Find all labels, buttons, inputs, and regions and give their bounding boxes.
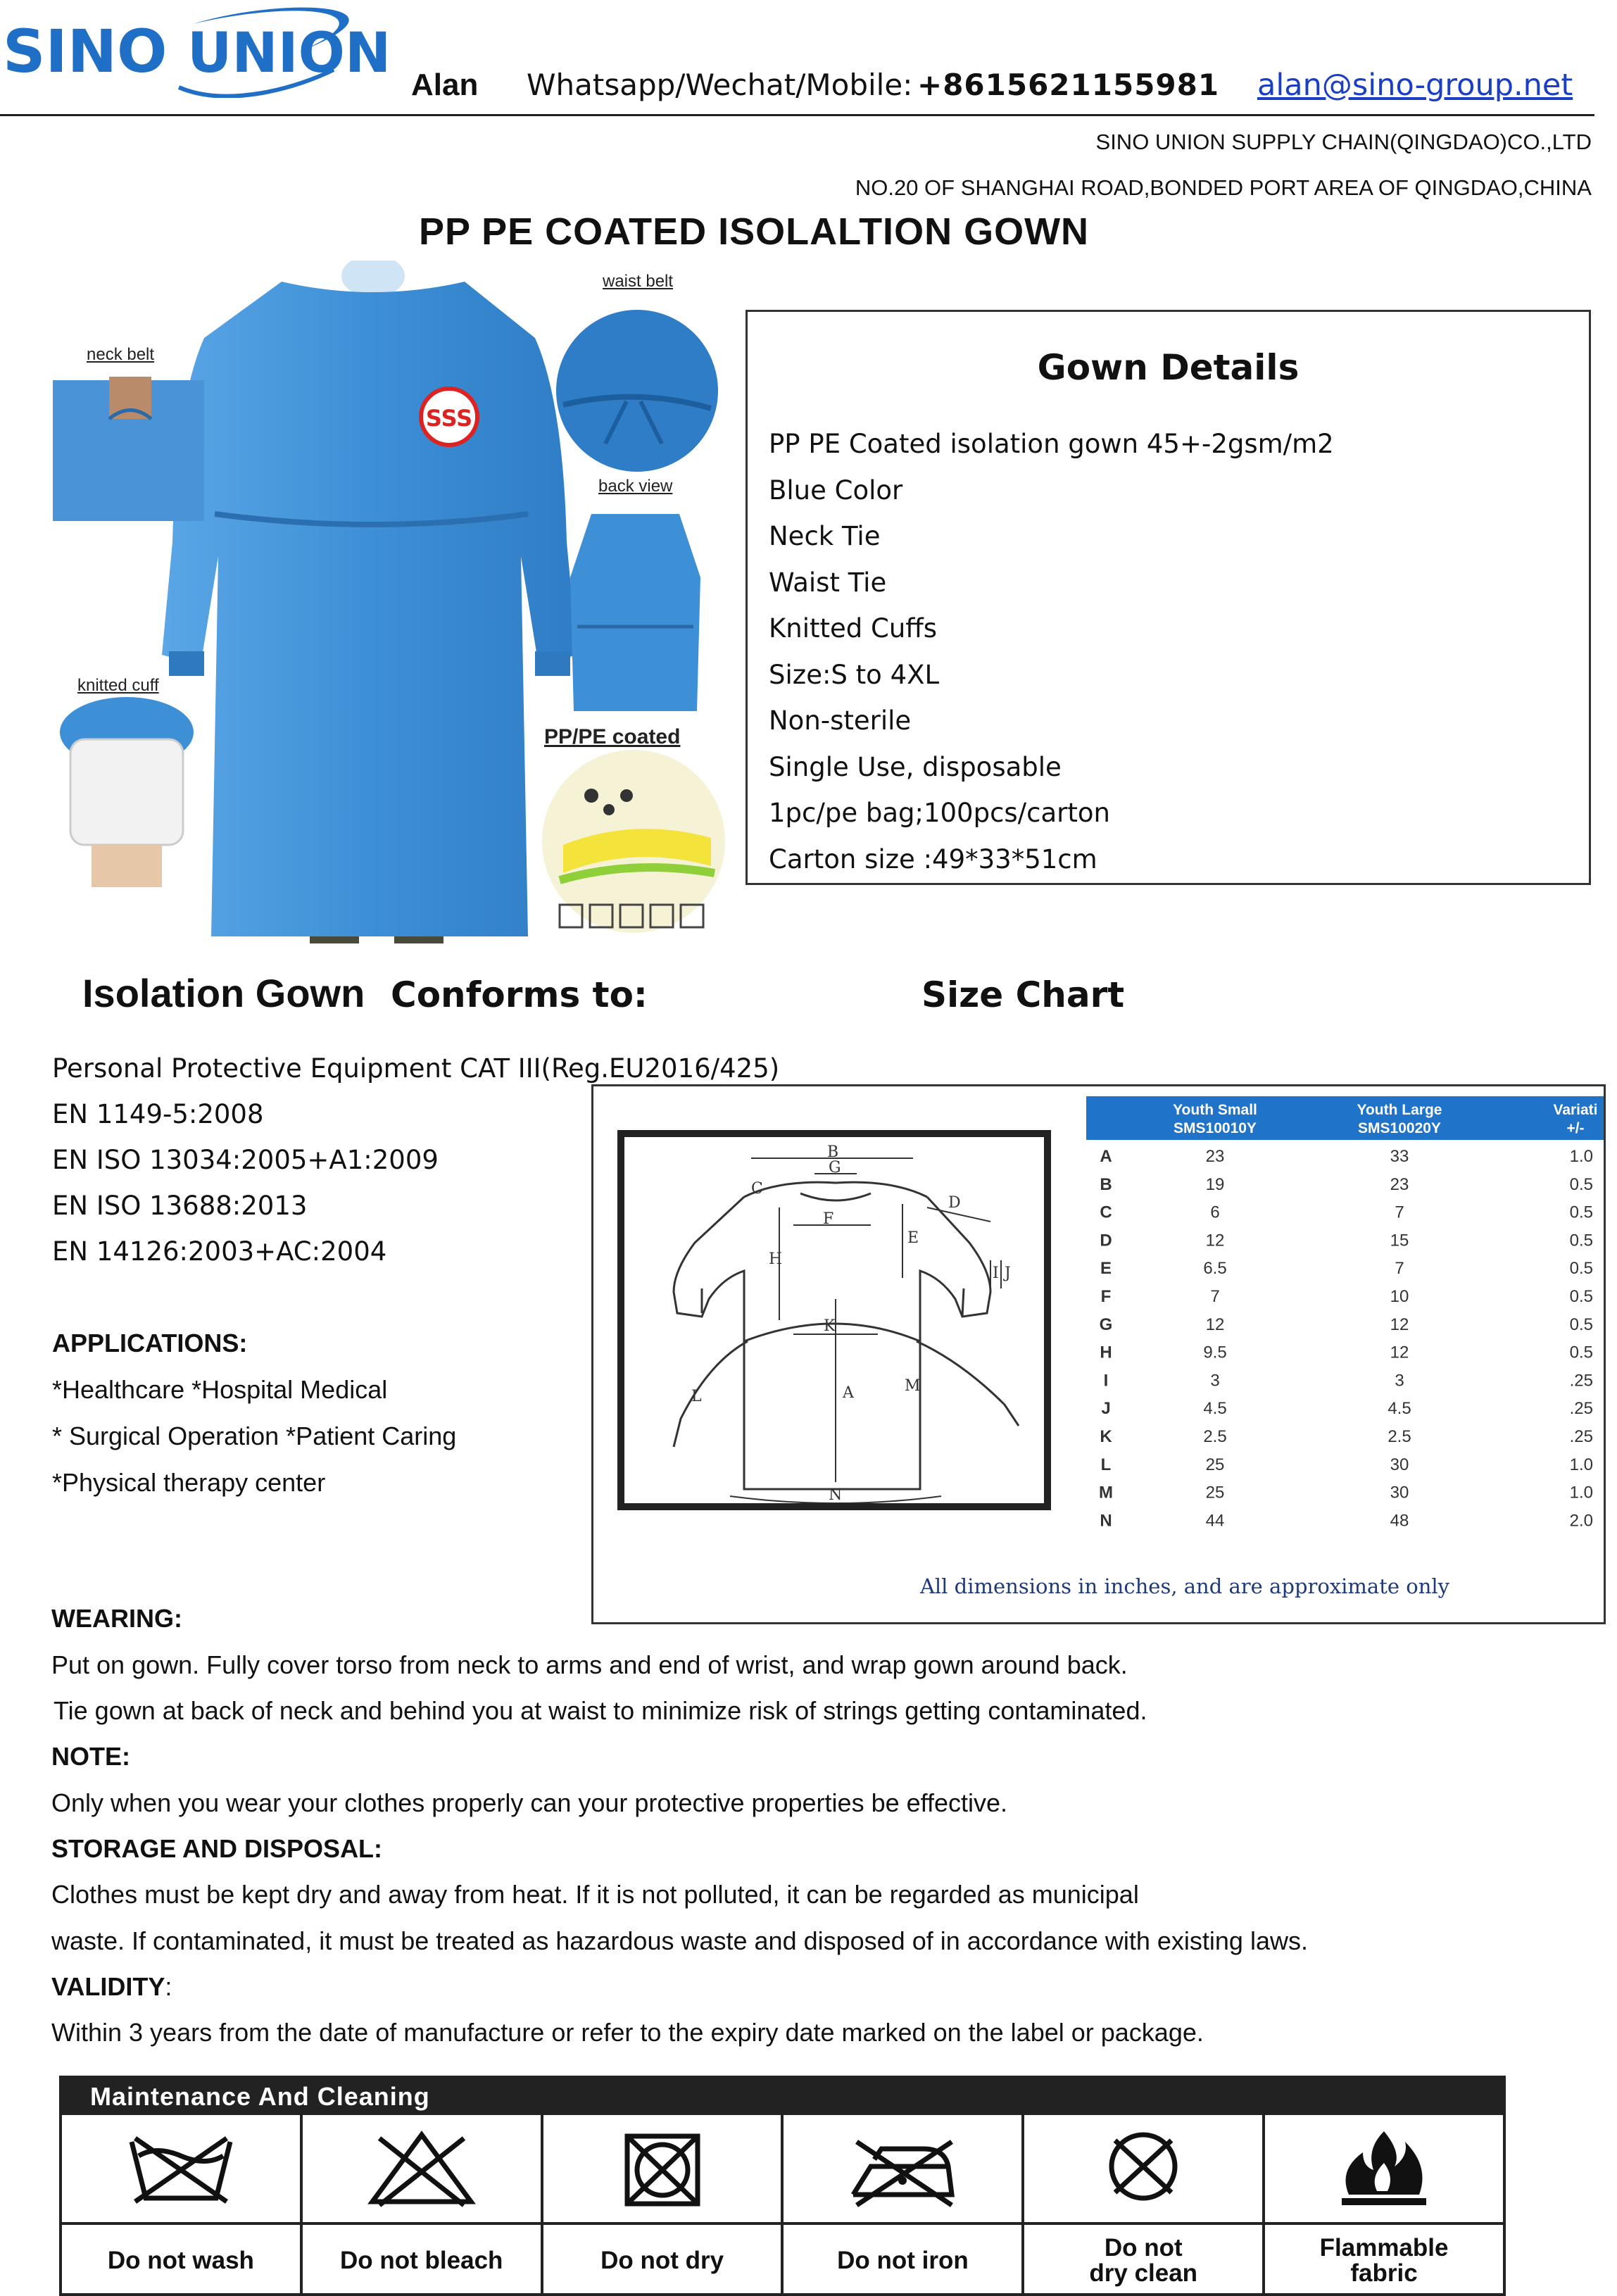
table-cell-key: I — [1103, 1371, 1109, 1391]
conforms-title-b: Conforms to: — [391, 974, 648, 1015]
table-cell-small: 6 — [1210, 1203, 1220, 1222]
table-cell-small: 7 — [1210, 1287, 1220, 1306]
wearing-line-1: Put on gown. Fully cover torso from neck to arms and end of wrist, and wrap gown around back. — [51, 1650, 1128, 1679]
care-label: Do not dry — [600, 2246, 724, 2274]
storage-title: STORAGE AND DISPOSAL: — [51, 1834, 383, 1863]
caption-knitted-cuff: knitted cuff — [77, 676, 159, 695]
page-title: PP PE COATED ISOLALTION GOWN — [419, 211, 1090, 253]
header-divider — [0, 114, 1594, 116]
table-cell-variation: 0.5 — [1569, 1174, 1593, 1194]
table-cell-variation: 0.5 — [1569, 1203, 1593, 1222]
product-photo-collage — [42, 261, 732, 951]
table-cell-small: 12 — [1205, 1315, 1225, 1334]
col1-code: SMS10010Y — [1174, 1120, 1257, 1136]
col3-name: Variati — [1553, 1102, 1598, 1118]
contact-phone: +8615621155981 — [917, 68, 1220, 102]
table-cell-variation: 0.5 — [1569, 1259, 1593, 1279]
svg-text:E: E — [907, 1229, 919, 1247]
svg-text:K: K — [824, 1317, 836, 1335]
table-cell-variation: 0.5 — [1569, 1315, 1593, 1334]
table-cell-key: G — [1099, 1315, 1113, 1334]
standard-item: Personal Protective Equipment CAT III(Reg.EU2016/425) — [52, 1053, 780, 1084]
size-chart-box — [591, 1084, 1606, 1624]
caption-coated: PP/PE coated — [544, 725, 681, 748]
flammable-icon — [1324, 2128, 1444, 2212]
gown-details-box — [745, 310, 1591, 885]
svg-text:A: A — [843, 1384, 854, 1402]
application-item: *Healthcare *Hospital Medical — [52, 1375, 388, 1404]
svg-text:C: C — [751, 1180, 763, 1198]
validity-line-1: Within 3 years from the date of manufacture or refer to the expiry date marked on the label or package. — [51, 2018, 1204, 2047]
logo-text-b: UNION — [187, 22, 391, 85]
table-cell-large: 15 — [1390, 1231, 1409, 1250]
standard-item: EN 1149-5:2008 — [52, 1099, 264, 1129]
table-header-bg — [1086, 1096, 1606, 1140]
conforms-title-a: Isolation Gown — [82, 971, 365, 1015]
table-cell-key: C — [1100, 1203, 1112, 1222]
table-cell-key: H — [1100, 1343, 1112, 1362]
table-cell-large: 12 — [1390, 1343, 1409, 1362]
table-cell-key: L — [1100, 1455, 1112, 1474]
table-cell-variation: 1.0 — [1569, 1147, 1593, 1166]
applications-list — [52, 1320, 456, 1506]
table-cell-large: 4.5 — [1388, 1399, 1411, 1419]
detail-item: Non-sterile — [769, 705, 912, 736]
svg-text:F: F — [823, 1210, 834, 1228]
care-label: Do not wash — [107, 2246, 254, 2274]
table-cell-key: D — [1100, 1231, 1112, 1250]
table-cell-variation: 0.5 — [1569, 1343, 1593, 1362]
table-cell-key: N — [1100, 1511, 1112, 1531]
size-chart-table — [1086, 1096, 1606, 1547]
svg-text:SSS: SSS — [425, 405, 473, 432]
table-cell-variation: 0.5 — [1569, 1287, 1593, 1306]
care-cell-no-wash — [62, 2115, 303, 2296]
gown-details-list — [769, 421, 1334, 882]
table-cell-key: K — [1100, 1427, 1112, 1446]
table-cell-small: 23 — [1205, 1147, 1225, 1166]
size-chart-note: All dimensions in inches, and are approximate only — [919, 1574, 1450, 1598]
table-cell-variation: 2.0 — [1569, 1511, 1593, 1531]
size-chart-title: Size Chart — [921, 974, 1125, 1015]
care-label: Do not iron — [837, 2246, 969, 2274]
svg-text:H: H — [769, 1250, 783, 1268]
detail-item: PP PE Coated isolation gown 45+-2gsm/m2 — [769, 429, 1334, 459]
no-wash-icon — [121, 2128, 241, 2212]
storage-line-2: waste. If contaminated, it must be treated as hazardous waste and disposed of in accordance with existing laws. — [51, 1926, 1308, 1955]
no-iron-icon — [839, 2128, 966, 2212]
no-tumble-dry-icon — [603, 2128, 722, 2212]
validity-colon: : — [165, 1972, 172, 2001]
applications-title: APPLICATIONS: — [52, 1329, 248, 1357]
care-cell-no-dry-clean — [1024, 2115, 1265, 2296]
svg-text:I: I — [993, 1265, 999, 1282]
svg-text:J: J — [1005, 1265, 1011, 1282]
detail-item: 1pc/pe bag;100pcs/carton — [769, 798, 1110, 828]
no-bleach-icon — [362, 2128, 482, 2212]
note-line-1: Only when you wear your clothes properly can your protective properties be effective. — [51, 1788, 1008, 1817]
company-logo — [3, 3, 411, 98]
detail-item: Single Use, disposable — [769, 751, 1062, 782]
detail-item: Neck Tie — [769, 521, 881, 551]
table-cell-large: 7 — [1395, 1203, 1404, 1222]
table-cell-small: 25 — [1205, 1455, 1225, 1474]
table-cell-variation: .25 — [1569, 1427, 1593, 1446]
table-cell-large: 12 — [1390, 1315, 1409, 1334]
table-cell-large: 33 — [1390, 1147, 1409, 1166]
table-body — [1099, 1147, 1593, 1530]
svg-text:M: M — [905, 1377, 921, 1395]
storage-line-1: Clothes must be kept dry and away from heat. If it is not polluted, it can be regarded as municipal — [51, 1880, 1139, 1909]
table-cell-variation: 1.0 — [1569, 1483, 1593, 1503]
standard-item: EN ISO 13034:2005+A1:2009 — [52, 1145, 439, 1175]
no-dry-clean-icon — [1083, 2128, 1203, 2212]
note-title: NOTE: — [51, 1742, 130, 1771]
table-cell-key: F — [1100, 1287, 1112, 1306]
table-cell-small: 12 — [1205, 1231, 1225, 1250]
contact-label: Whatsapp/Wechat/Mobile: — [527, 68, 913, 102]
wearing-title: WEARING: — [51, 1604, 182, 1633]
care-label: Flammable fabric — [1319, 2233, 1449, 2287]
table-cell-large: 7 — [1395, 1259, 1404, 1279]
caption-back-view: back view — [598, 477, 673, 496]
validity-title: VALIDITY — [51, 1972, 165, 2001]
company-address: NO.20 OF SHANGHAI ROAD,BONDED PORT AREA OF QINGDAO,CHINA — [855, 175, 1592, 200]
table-cell-variation: .25 — [1569, 1371, 1593, 1391]
detail-item: Carton size :49*33*51cm — [769, 843, 1097, 874]
maintenance-table — [59, 2076, 1506, 2296]
col3-sub: +/- — [1566, 1120, 1585, 1136]
col2-code: SMS10020Y — [1358, 1120, 1441, 1136]
svg-text:D: D — [948, 1194, 961, 1212]
detail-item: Knitted Cuffs — [769, 613, 938, 644]
table-cell-small: 19 — [1205, 1174, 1225, 1194]
company-name: SINO UNION SUPPLY CHAIN(QINGDAO)CO.,LTD — [1095, 130, 1592, 154]
table-cell-large: 30 — [1390, 1455, 1409, 1474]
detail-item: Blue Color — [769, 475, 903, 506]
gown-details-title: Gown Details — [1037, 347, 1300, 388]
gown-outline-drawing — [624, 1137, 1044, 1503]
logo-text-a: SINO — [3, 17, 168, 86]
svg-text:B: B — [827, 1143, 839, 1161]
svg-text:G: G — [829, 1159, 841, 1177]
caption-waist-belt: waist belt — [603, 272, 674, 291]
standard-item: EN 14126:2003+AC:2004 — [52, 1236, 387, 1267]
table-cell-small: 6.5 — [1203, 1259, 1227, 1279]
table-cell-large: 48 — [1390, 1511, 1409, 1531]
table-cell-variation: 1.0 — [1569, 1455, 1593, 1474]
caption-neck-belt: neck belt — [87, 345, 155, 364]
table-cell-variation: 0.5 — [1569, 1231, 1593, 1250]
svg-text:N: N — [829, 1486, 843, 1503]
table-cell-key: J — [1101, 1399, 1111, 1419]
maintenance-title: Maintenance And Cleaning — [62, 2078, 1503, 2115]
application-item: *Physical therapy center — [52, 1468, 326, 1497]
table-cell-variation: .25 — [1569, 1399, 1593, 1419]
table-cell-large: 30 — [1390, 1483, 1409, 1503]
table-cell-key: B — [1100, 1174, 1112, 1194]
care-cell-flammable — [1265, 2115, 1503, 2296]
table-cell-small: 4.5 — [1203, 1399, 1227, 1419]
application-item: * Surgical Operation *Patient Caring — [52, 1422, 457, 1450]
contact-email-link[interactable]: alan@sino-group.net — [1257, 68, 1573, 103]
table-cell-key: A — [1100, 1147, 1112, 1166]
care-label: Do not dry clean — [1089, 2233, 1198, 2287]
gown-measurement-diagram — [617, 1130, 1051, 1510]
col2-name: Youth Large — [1357, 1102, 1442, 1118]
table-cell-key: E — [1100, 1259, 1112, 1279]
table-cell-large: 23 — [1390, 1174, 1409, 1194]
table-cell-key: M — [1099, 1483, 1113, 1503]
detail-item: Waist Tie — [769, 567, 887, 598]
care-cell-no-iron — [784, 2115, 1024, 2296]
standard-item: EN ISO 13688:2013 — [52, 1191, 308, 1221]
care-cell-no-dry — [543, 2115, 784, 2296]
detail-item: Size:S to 4XL — [769, 659, 940, 690]
table-cell-large: 2.5 — [1388, 1427, 1411, 1446]
table-cell-small: 9.5 — [1203, 1343, 1227, 1362]
table-cell-small: 2.5 — [1203, 1427, 1227, 1446]
care-label: Do not bleach — [340, 2246, 503, 2274]
col1-name: Youth Small — [1173, 1102, 1257, 1118]
table-cell-small: 44 — [1205, 1511, 1225, 1531]
table-cell-large: 10 — [1390, 1287, 1409, 1306]
svg-text:L: L — [691, 1388, 702, 1405]
wearing-line-2: Tie gown at back of neck and behind you at waist to minimize risk of strings getting contaminated. — [54, 1696, 1147, 1725]
table-cell-large: 3 — [1395, 1371, 1404, 1391]
validity-heading — [51, 1972, 172, 2002]
table-cell-small: 3 — [1210, 1371, 1220, 1391]
contact-name: Alan — [411, 68, 479, 102]
table-cell-small: 25 — [1205, 1483, 1225, 1503]
care-cell-no-bleach — [303, 2115, 543, 2296]
